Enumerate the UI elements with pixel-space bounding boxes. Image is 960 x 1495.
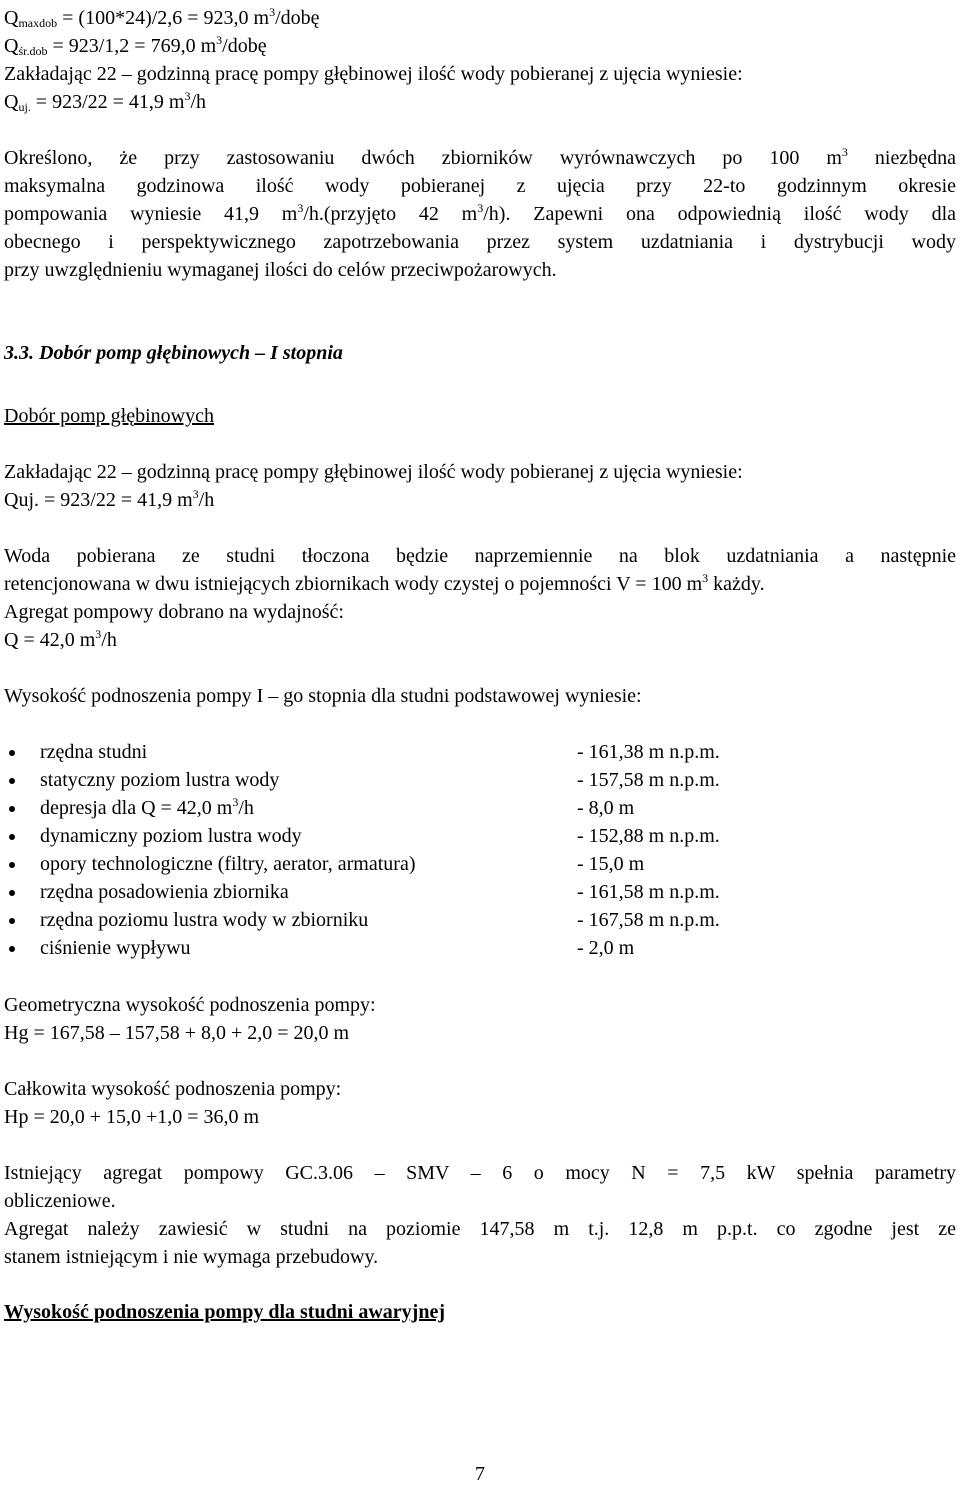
pump-capacity-label: Agregat pompowy dobrano na wydajność: <box>4 601 344 623</box>
bullet-icon <box>9 834 15 840</box>
paragraph-line: maksymalna godzinowa ilość wody pobieranej z ujęcia przy 22-to godzinnym okresie <box>4 175 956 197</box>
list-item: rzędna posadowienia zbiornika - 161,58 m n.p.m. <box>4 880 956 904</box>
paragraph-line: Agregat należy zawiesić w studni na poziomie 147,58 m t.j. 12,8 m p.p.t. co zgodne jest ze <box>4 1218 956 1240</box>
paragraph-line: Istniejący agregat pompowy GC.3.06 – SMV – 6 o mocy N = 7,5 kW spełnia parametry <box>4 1162 956 1184</box>
paragraph-line: obecnego i perspektywicznego zapotrzebowania przez system uzdatniania i dystrybucji wody <box>4 231 956 253</box>
bullet-icon <box>9 918 15 924</box>
height-intro: Wysokość podnoszenia pompy I – go stopnia dla studni podstawowej wyniesie: <box>4 685 642 707</box>
paragraph-line: przy uwzględnieniu wymaganej ilości do celów przeciwpożarowych. <box>4 259 557 281</box>
list-item: opory technologiczne (filtry, aerator, armatura) - 15,0 m <box>4 852 956 876</box>
emergency-well-heading: Wysokość podnoszenia pompy dla studni awaryjnej <box>4 1301 446 1323</box>
bullet-icon <box>9 778 15 784</box>
paragraph-line: Woda pobierana ze studni tłoczona będzie naprzemiennie na blok uzdatniania a następnie <box>4 545 956 567</box>
bullet-icon <box>9 806 15 812</box>
bullet-icon <box>9 946 15 952</box>
geometric-height-title: Geometryczna wysokość podnoszenia pompy: <box>4 994 376 1016</box>
subheading: Dobór pomp głębinowych <box>4 405 214 427</box>
paragraph-line: stanem istniejącym i nie wymaga przebudowy. <box>4 1246 379 1268</box>
list-item: rzędna studni - 161,38 m n.p.m. <box>4 740 956 764</box>
formula-q-uj: $Q_{uj.} = 923/22 = 41,9$ $m^3/h$ <box>4 89 207 114</box>
paragraph-line: Określono, że przy zastosowaniu dwóch zbiorników wyrównawczych po 100 $m^3$ niezbędna <box>4 145 956 169</box>
paragraph-line: retencjonowana w dwu istniejących zbiornikach wody czystej o pojemności V = 100 $m^3$ każdy. <box>4 571 765 595</box>
pump-capacity-formula: Q = 42,0 $m^3/h$ <box>4 627 117 651</box>
bullet-icon <box>9 890 15 896</box>
paragraph-line: obliczeniowe. <box>4 1190 116 1212</box>
list-item: ciśnienie wypływu - 2,0 m <box>4 936 956 960</box>
formula-q-maxdob: $Q_{maxdob} = (100*24)/2,6 = 923,0$ $m^3$/dobę <box>4 5 320 30</box>
formula-quj: Quj. = 923/22 = 41,9 $m^3/h$ <box>4 487 215 511</box>
bullet-icon <box>9 750 15 756</box>
bullet-icon <box>9 862 15 868</box>
list-item: statyczny poziom lustra wody - 157,58 m n.p.m. <box>4 768 956 792</box>
list-item: rzędna poziomu lustra wody w zbiorniku - 167,58 m n.p.m. <box>4 908 956 932</box>
list-item: depresja dla Q = 42,0 $m^3/h$ - 8,0 m <box>4 796 956 820</box>
geometric-height-formula: Hg = 167,58 – 157,58 + 8,0 + 2,0 = 20,0 m <box>4 1022 350 1044</box>
total-height-title: Całkowita wysokość podnoszenia pompy: <box>4 1078 342 1100</box>
paragraph-line: pompowania wyniesie 41,9 $m^3/h.(przyjęto$ 42 $m^3/h$). Zapewni ona odpowiednią ilość wody dla <box>4 201 956 225</box>
page-number: 7 <box>475 1463 485 1485</box>
total-height-formula: Hp = 20,0 + 15,0 +1,0 = 36,0 m <box>4 1106 260 1128</box>
formula-q-srdob: $Q_{śr.dob} = 923/1,2 = 769,0$ $m^3$/dobę <box>4 33 267 58</box>
section-heading: 3.3. Dobór pomp głębinowych – I stopnia <box>4 342 343 364</box>
list-item: dynamiczny poziom lustra wody - 152,88 m n.p.m. <box>4 824 956 848</box>
assumption-text: Zakładając 22 – godzinną pracę pompy głębinowej ilość wody pobieranej z ujęcia wyniesie: <box>4 461 743 483</box>
assumption-text: Zakładając 22 – godzinną pracę pompy głębinowej ilość wody pobieranej z ujęcia wyniesie: <box>4 63 743 85</box>
